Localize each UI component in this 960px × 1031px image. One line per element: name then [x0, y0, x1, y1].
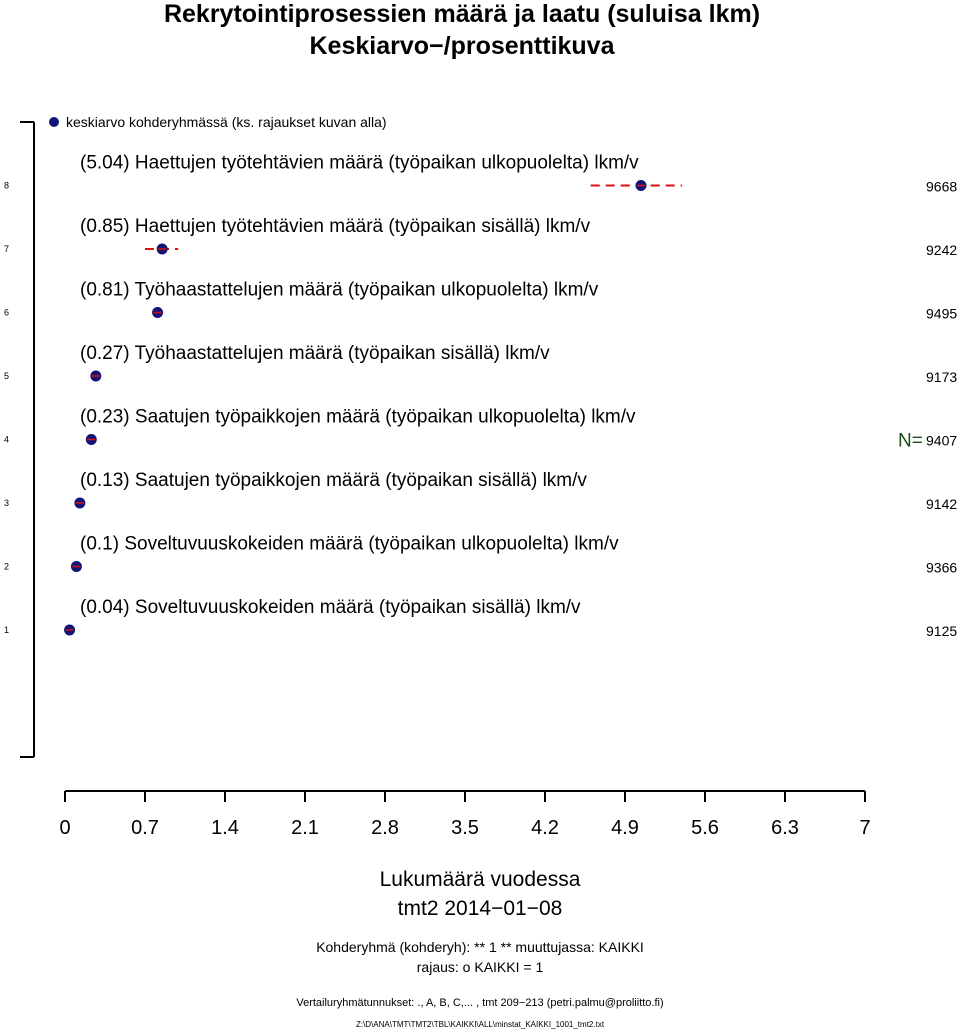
n-label: N= — [898, 430, 923, 452]
n-count: 9495 — [926, 305, 958, 322]
n-count: 9142 — [926, 496, 958, 512]
chart-subtitle: Keskiarvo−/prosenttikuva — [309, 32, 615, 60]
item-label: (0.85) Haettujen työtehtävien määrä (työpaikan sisällä) lkm/v — [80, 216, 591, 237]
x-tick-label: 0.7 — [131, 817, 159, 839]
y-tick-label: 8 — [4, 180, 10, 191]
item-label: (0.1) Soveltuvuuskokeiden määrä (työpaikan ulkopuolelta) lkm/v — [80, 533, 619, 555]
x-tick-label: 6.3 — [771, 817, 799, 839]
y-tick-label: 6 — [4, 307, 10, 318]
item-label: (0.81) Työhaastattelujen määrä (työpaikan ulkopuolelta) lkm/v — [80, 279, 599, 301]
y-tick-label: 5 — [4, 371, 10, 381]
restriction-text: rajaus: o KAIKKI = 1 — [416, 959, 544, 975]
legend-marker — [49, 117, 59, 127]
y-tick-label: 1 — [4, 625, 10, 635]
n-count: 9668 — [926, 178, 958, 195]
x-tick-label: 3.5 — [451, 817, 479, 839]
y-tick-label: 2 — [4, 561, 10, 572]
comparison-groups-text: Vertailuryhmätunnukset: ., A, B, C,... , tmt 209−213 (petri.palmu@proliitto.fi) — [296, 997, 664, 1009]
n-count: 9407 — [926, 432, 958, 449]
item-label: (0.27) Työhaastattelujen määrä (työpaikan sisällä) lkm/v — [80, 343, 550, 364]
file-path-text: Z:\D\ANA\TMT\TMT2\TBL\KAIKKI\ALL\minstat_KAIKKI_1001_tmt2.txt — [355, 1020, 605, 1029]
n-count: 9366 — [926, 559, 958, 576]
n-count: 9125 — [926, 623, 958, 639]
legend-label: keskiarvo kohderyhmässä (ks. rajaukset kuvan alla) — [66, 114, 387, 130]
x-tick-label: 2.1 — [291, 817, 319, 839]
chart-title: Rekrytointiprosessien määrä ja laatu (suluisa lkm) — [163, 0, 761, 28]
x-tick-label: 4.9 — [611, 817, 639, 839]
n-count: 9242 — [926, 242, 958, 258]
x-tick-label: 0 — [59, 817, 71, 839]
item-label: (5.04) Haettujen työtehtävien määrä (työpaikan ulkopuolelta) lkm/v — [80, 152, 639, 174]
chart-date-subtitle: tmt2 2014−01−08 — [397, 897, 563, 920]
item-label: (0.23) Saatujen työpaikkojen määrä (työpaikan ulkopuolelta) lkm/v — [80, 406, 636, 428]
x-tick-label: 4.2 — [531, 817, 559, 839]
n-count: 9173 — [926, 369, 958, 385]
x-tick-label: 2.8 — [371, 817, 399, 839]
y-tick-label: 7 — [4, 244, 10, 254]
item-label: (0.04) Soveltuvuuskokeiden määrä (työpaikan sisällä) lkm/v — [80, 597, 581, 618]
x-axis-label: Lukumäärä vuodessa — [379, 868, 581, 891]
x-tick-label: 7 — [859, 817, 871, 839]
y-tick-label: 4 — [4, 434, 10, 445]
x-tick-label: 5.6 — [691, 817, 719, 839]
x-tick-label: 1.4 — [211, 817, 239, 839]
y-tick-label: 3 — [4, 498, 10, 508]
target-group-text: Kohderyhmä (kohderyh): ** 1 ** muuttujassa: KAIKKI — [316, 939, 644, 955]
item-label: (0.13) Saatujen työpaikkojen määrä (työpaikan sisällä) lkm/v — [80, 470, 587, 491]
